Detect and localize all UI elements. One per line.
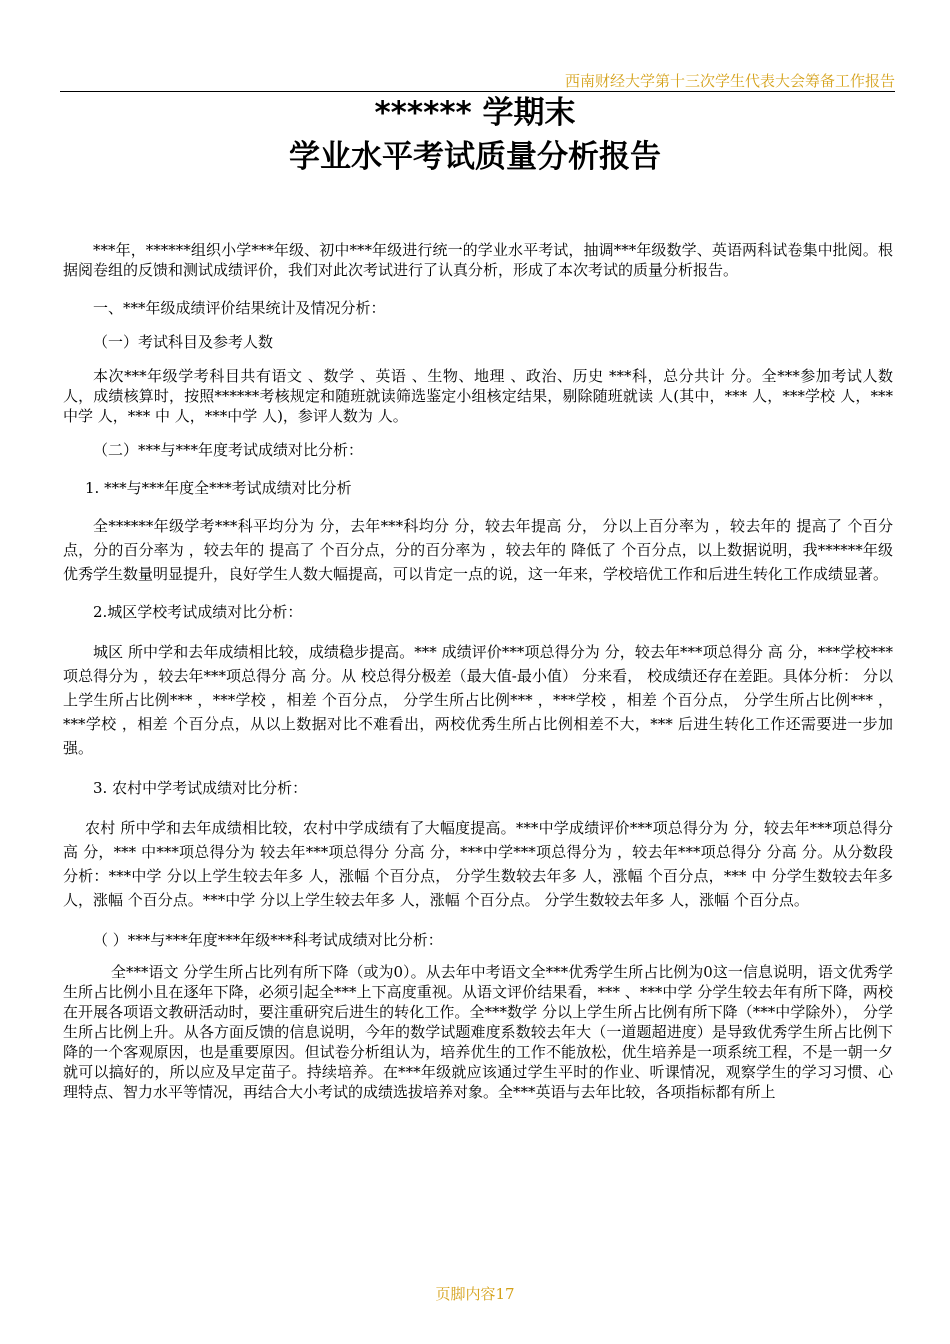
subsection-heading-2-1: 1. ***与***年度全***考试成绩对比分析	[85, 479, 352, 497]
intro-paragraph: ***年，******组织小学***年级、初中***年级进行统一的学业水平考试，抽调***年级数学、英语两科试卷集中批阅。根据阅卷组的反馈和测试成绩评价，我们对此次考试进行了认真分析，形成了本次考试的质量分析报告。	[63, 241, 893, 279]
document-title-line1: ****** 学期末	[374, 95, 576, 131]
subsection-heading-2: （二）***与***年度考试成绩对比分析：	[93, 441, 364, 459]
paragraph-subjects: 本次***年级学考科目共有语文 、数学 、英语 、生物、地理 、政治、历史 ***科，总分共计 分。全***参加考试人数 人，成绩核算时，按照******考核规定和随班就读筛选鉴定小组核定结果，剔除随班就读 人(其中，*** 人，***学校 人，***中学 人，*** 中 人，***中学 人)，参评人数为 人。	[63, 367, 893, 425]
subsection-heading-3: （ ）***与***年度***年级***科考试成绩对比分析：	[93, 931, 443, 949]
document-body	[63, 240, 893, 1102]
document-title-line2: 学业水平考试质量分析报告	[289, 139, 661, 175]
paragraph-rural-schools: 农村 所中学和去年成绩相比较，农村中学成绩有了大幅度提高。***中学成绩评价***项总得分为 分，较去年***项总得分 高 分，*** 中***项总得分为 较去年***项总得分 分高 分，***中学***项总得分为 ，较去年***项总得分 分高 分。从分数段分析：***中学 分以上学生较去年多 人，涨幅 个百分点， 分学生数较去年多 人，涨幅 个百分点，*** 中 分学生数较去年多 人，涨幅 个百分点。***中学 分以上学生较去年多 人，涨幅 个百分点。 分学生数较去年多 人，涨幅 个百分点。	[63, 819, 893, 909]
subsection-heading-2-3: 3. 农村中学考试成绩对比分析：	[93, 779, 308, 797]
running-header: 西南财经大学第十三次学生代表大会筹备工作报告	[564, 72, 895, 90]
paragraph-overall-comparison: 全******年级学考***科平均分为 分，去年***科均分 分，较去年提高 分， 分以上百分率为 ，较去年的 提高了 个百分点，分的百分率为 ，较去年的 提高了 个百分点，分的百分率为 ，较去年的 降低了 个百分点，以上数据说明，我******年级优秀学生数量明显提升，良好学生人数大幅提高，可以肯定一点的说，这一年来，学校培优工作和后进生转化工作成绩显著。	[63, 517, 893, 583]
subsection-heading-1: （一）考试科目及参考人数	[93, 333, 274, 351]
subsection-heading-2-2: 2.城区学校考试成绩对比分析：	[93, 603, 303, 621]
paragraph-subject-analysis: 全***语文 分学生所占比列有所下降（或为0）。从去年中考语文全***优秀学生所占比例为0这一信息说明，语文优秀学生所占比例小且在逐年下降，必须引起全***上下高度重视。从语文评价结果看，*** 、***中学 分学生较去年有所下降，两校在开展各项语文教研活动时，要注重研究后进生的转化工作。全***数学 分以上学生所占比例有所下降（***中学除外）， 分学生所占比例上升。从各方面反馈的信息说明，今年的数学试题难度系数较去年大（一道题超进度）是导致优秀学生所占比例下降的一个客观原因，也是重要原因。但试卷分析组认为，培养优生的工作不能放松，优生培养是一项系统工程，不是一朝一夕就可以搞好的，所以应及早定苗子。持续培养。在***年级就应该通过学生平时的作业、听课情况，观察学生的学习习惯、心理特点、智力水平等情况，再结合大小考试的成绩选拔培养对象。全***英语与去年比较，各项指标都有所上	[63, 963, 893, 1101]
section-heading-1: 一、***年级成绩评价结果统计及情况分析：	[93, 299, 386, 317]
paragraph-urban-schools: 城区 所中学和去年成绩相比较，成绩稳步提高。*** 成绩评价***项总得分为 分，较去年***项总得分 高 分，***学校***项总得分为 ，较去年***项总得分 高 分。从 校总得分极差（最大值-最小值） 分来看， 校成绩还存在差距。具体分析： 分以上学生所占比例*** ，***学校 ，相差 个百分点， 分学生所占比例*** ，***学校 ，相差 个百分点， 分学生所占比例*** ，***学校 ，相差 个百分点，从以上数据对比不难看出，两校优秀生所占比例相差不大，*** 后进生转化工作还需要进一步加强。	[63, 643, 893, 757]
page-footer: 页脚内容17	[435, 1285, 515, 1303]
